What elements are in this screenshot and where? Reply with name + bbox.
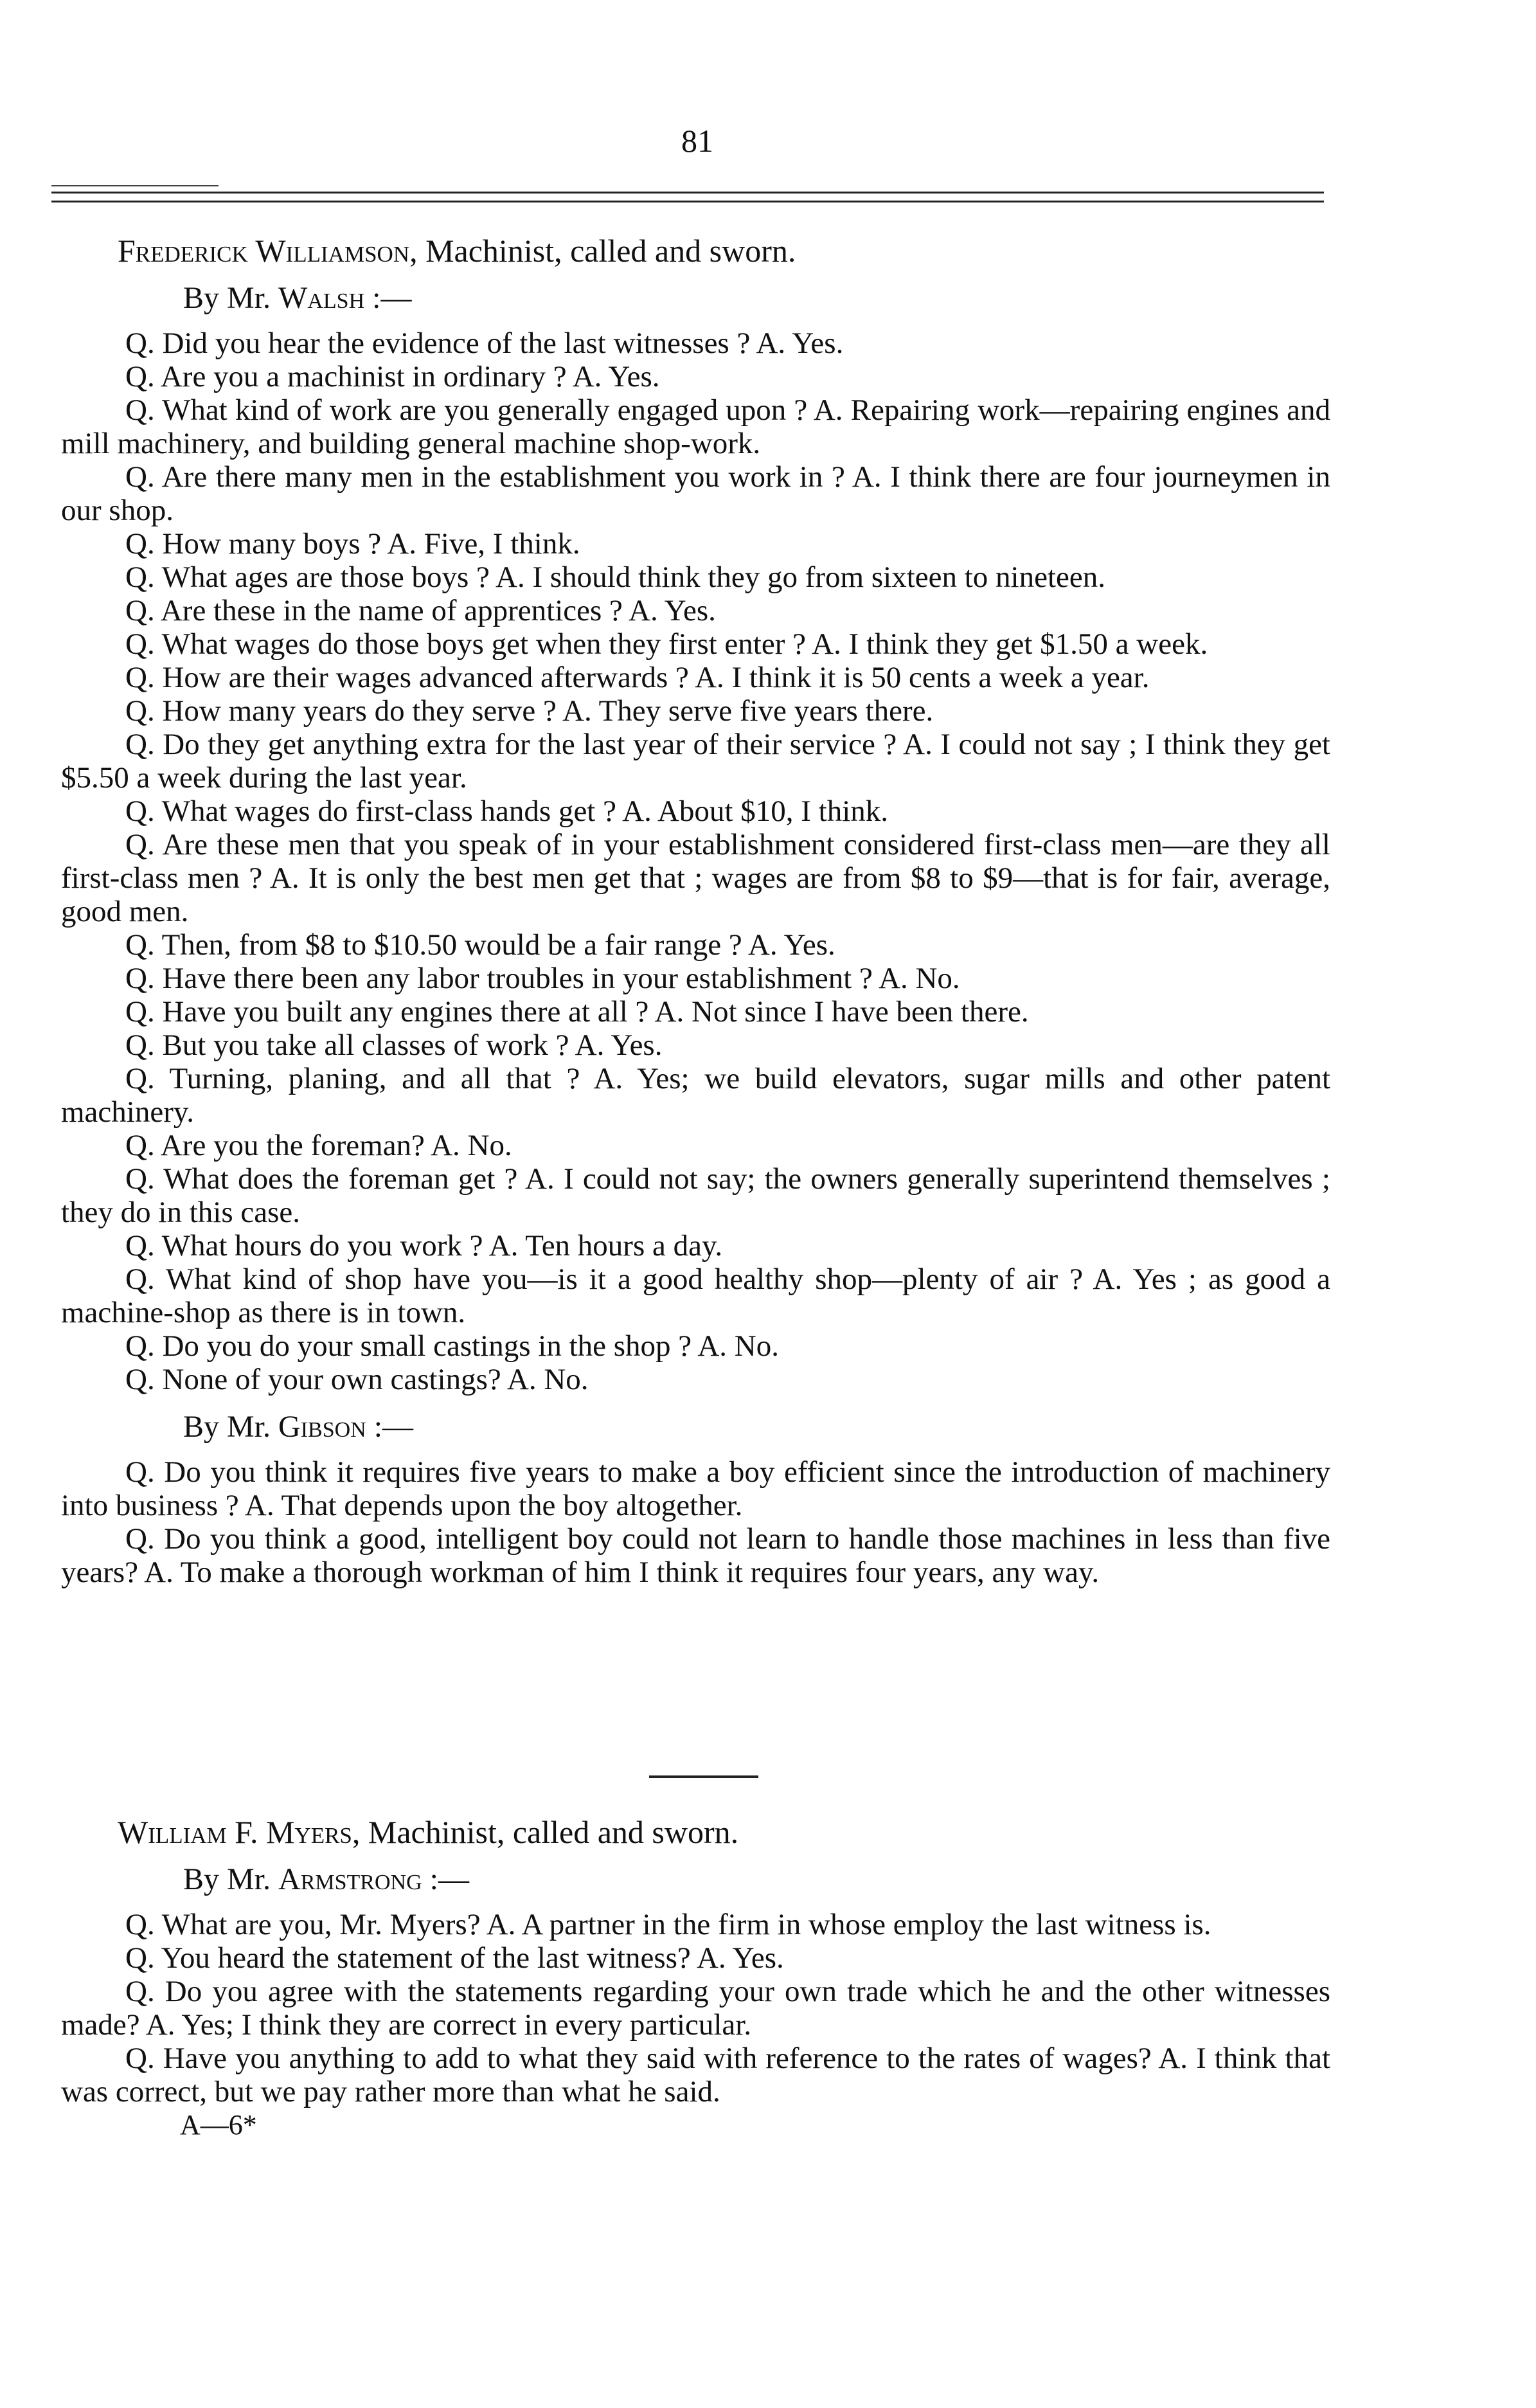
witness-name: William F. Myers, [118,1814,361,1850]
page-number: 81 [681,123,713,159]
qa-paragraph: Q. You heard the statement of the last witness? A. Yes. [125,1941,784,1975]
qa-paragraph: Q. Do you think it requires five years to make a boy efficient since the introduction of machinery into business ? A. That depends upon the boy altogether. [61,1455,1330,1522]
qa-paragraph: Q. Are these men that you speak of in your establishment considered first-class men—are they all first-class men ? A. It is only the best men get that ; wages are from $8 to $9—that is for fair, average, good men. [61,828,1330,928]
byline-suffix: :— [422,1862,469,1896]
qa-paragraph: Q. What kind of shop have you—is it a good healthy shop—plenty of air ? A. Yes ; as good a machine-shop as there is in town. [61,1262,1330,1329]
qa-paragraph: Q. Turning, planing, and all that ? A. Yes; we build elevators, sugar mills and other patent machinery. [61,1062,1330,1129]
qa-paragraph: Q. None of your own castings? A. No. [125,1363,589,1396]
qa-paragraph: Q. What wages do first-class hands get ? A. About $10, I think. [125,795,889,828]
examiner-name: Gibson [278,1410,366,1444]
qa-paragraph: Q. What ages are those boys ? A. I should think they go from sixteen to nineteen. [125,561,1105,594]
header-rule-thin [51,185,219,186]
witness-heading [118,1814,1330,1850]
qa-list [61,327,1330,1396]
examiner-byline [183,1409,1330,1445]
examiner-byline [183,1862,1330,1898]
qa-paragraph: Q. Do you do your small castings in the shop ? A. No. [125,1329,779,1363]
qa-paragraph: Q. What kind of work are you generally engaged upon ? A. Repairing work—repairing engines and mill machinery, and building general machine shop-work. [61,393,1330,460]
witness-description: Machinist, called and sworn. [360,1814,739,1850]
qa-paragraph: Q. Have you anything to add to what they said with reference to the rates of wages? A. I think that was correct, but we pay rather more than what he said. [61,2042,1330,2108]
qa-paragraph: Q. What wages do those boys get when they first enter ? A. I think they get $1.50 a week. [125,627,1208,661]
qa-paragraph: Q. Did you hear the evidence of the last witnesses ? A. Yes. [125,327,844,360]
qa-paragraph: Q. How are their wages advanced afterwards ? A. I think it is 50 cents a week a year. [125,661,1150,694]
qa-paragraph: Q. Are you the foreman? A. No. [125,1129,512,1162]
examiner-name: Walsh [278,281,365,315]
qa-list [61,1908,1330,2108]
qa-paragraph: Q. Do you agree with the statements regarding your own trade which he and the other witnesses made? A. Yes; I think they are correct in every particular. [61,1975,1330,2042]
qa-paragraph: Q. Do you think a good, intelligent boy could not learn to handle those machines in less than five years? A. To make a thorough workman of him I think it requires four years, any way. [61,1522,1330,1589]
qa-paragraph: Q. Have there been any labor troubles in your establishment ? A. No. [125,962,960,995]
qa-paragraph: Q. How many years do they serve ? A. They serve five years there. [125,694,934,728]
qa-list [61,1455,1330,1589]
examiner-byline [183,280,1330,316]
qa-paragraph: Q. But you take all classes of work ? A. Yes. [125,1029,663,1062]
qa-paragraph: Q. Are these in the name of apprentices ? A. Yes. [125,594,716,627]
qa-paragraph: Q. Then, from $8 to $10.50 would be a fair range ? A. Yes. [125,928,835,962]
section-divider [649,1775,758,1778]
header-rule-double [51,192,1324,202]
witness-name: Frederick Williamson, [118,233,418,269]
qa-paragraph: Q. Are there many men in the establishment you work in ? A. I think there are four journeymen in our shop. [61,460,1330,527]
testimony-myers [61,1814,1330,2142]
qa-paragraph: Q. What hours do you work ? A. Ten hours a day. [125,1229,723,1262]
byline-prefix: By Mr. [183,281,279,315]
witness-description: Machinist, called and sworn. [417,233,796,269]
qa-paragraph: Q. What does the foreman get ? A. I could not say; the owners generally superintend themselves ; they do in this case. [61,1162,1330,1229]
qa-paragraph: Q. What are you, Mr. Myers? A. A partner in the firm in whose employ the last witness is. [125,1908,1211,1941]
qa-paragraph: Q. How many boys ? A. Five, I think. [125,527,580,561]
witness-heading [118,233,1330,269]
examiner-name: Armstrong [278,1862,422,1896]
qa-paragraph: Q. Are you a machinist in ordinary ? A. Yes. [125,360,660,393]
qa-paragraph: Q. Have you built any engines there at all ? A. Not since I have been there. [125,995,1029,1029]
signature-mark: A—6* [180,2109,257,2141]
qa-paragraph: Q. Do they get anything extra for the last year of their service ? A. I could not say ; I think they get $5.50 a week during the last year. [61,728,1330,795]
byline-suffix: :— [366,1410,414,1444]
byline-suffix: :— [364,281,412,315]
byline-prefix: By Mr. [183,1410,279,1444]
testimony-williamson [61,233,1330,1589]
byline-prefix: By Mr. [183,1862,279,1896]
